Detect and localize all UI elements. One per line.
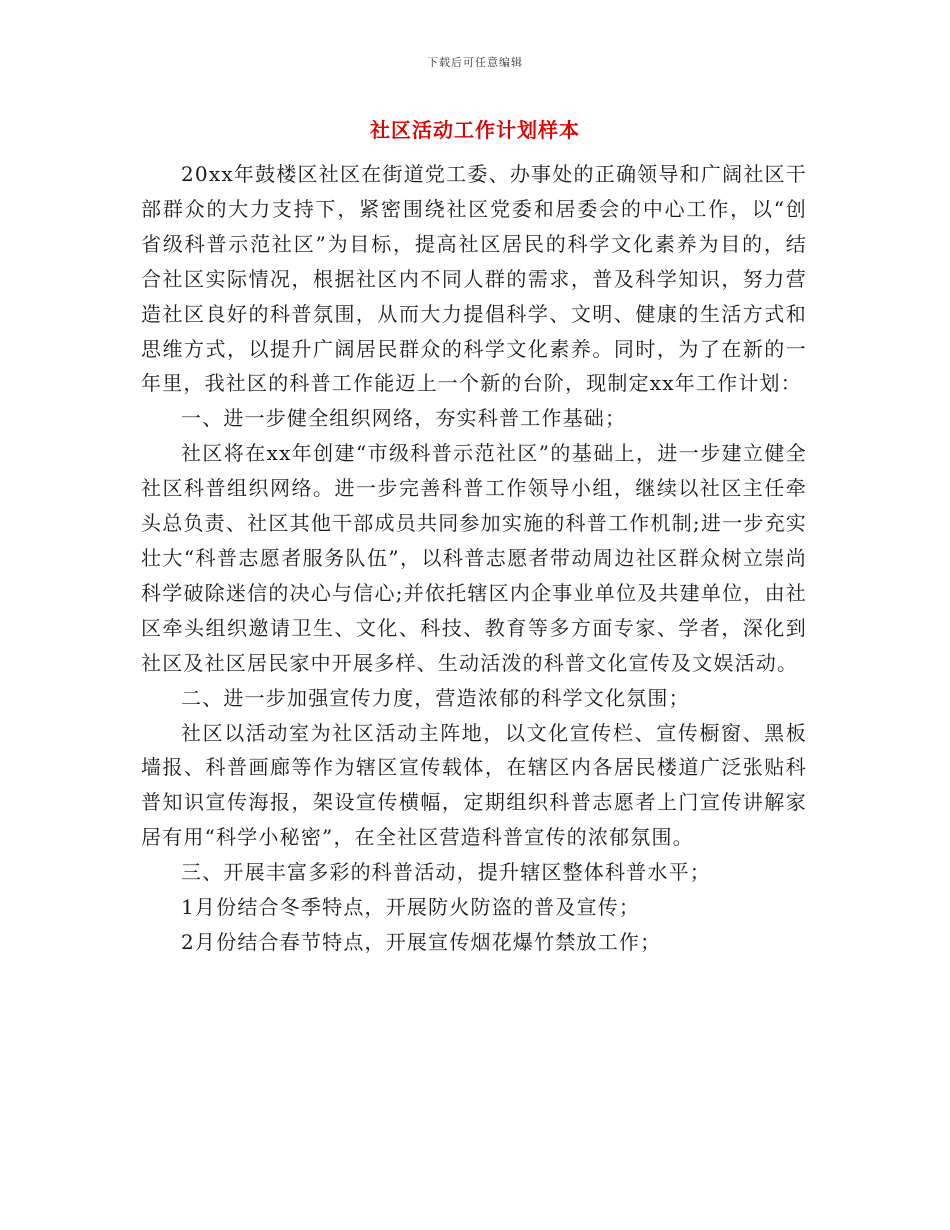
document-body <box>141 157 807 960</box>
section-heading-3: 三、开展丰富多彩的科普活动，提升辖区整体科普水平； <box>181 860 711 885</box>
list-item-february: 2月份结合春节特点，开展宣传烟花爆竹禁放工作； <box>181 929 662 954</box>
paragraph-section-1: 社区将在xx年创建“市级科普示范社区”的基础上，进一步建立健全社区科普组织网络。进一步完善科普工作领导小组，继续以社区主任牵头总负责、社区其他干部成员共同参加实施的科普工作机制;进一步充实壮大“科普志愿者服务队伍”，以科普志愿者带动周边社区群众树立崇尚科学破除迷信的决心与信心;并依托辖区内企事业单位及共建单位，由社区牵头组织邀请卫生、文化、科技、教育等多方面专家、学者，深化到社区及社区居民家中开展多样、生动活泼的科普文化宣传及文娱活动。 <box>141 441 807 675</box>
list-item-january: 1月份结合冬季特点，开展防火防盗的普及宣传； <box>181 895 641 920</box>
section-heading-2: 二、进一步加强宣传力度，营造浓郁的科学文化氛围； <box>181 685 690 710</box>
document-title: 社区活动工作计划样本 <box>370 118 580 142</box>
paragraph-intro: 20xx年鼓楼区社区在街道党工委、办事处的正确领导和广阔社区干部群众的大力支持下，紧密围绕社区党委和居委会的中心工作，以“创省级科普示范社区”为目标，提高社区居民的科学文化素养为目的，结合社区实际情况，根据社区内不同人群的需求，普及科学知识，努力营造社区良好的科普氛围，从而大力提倡科学、文明、健康的生活方式和思维方式，以提升广阔居民群众的科学文化素养。同时，为了在新的一年里，我社区的科普工作能迈上一个新的台阶，现制定xx年工作计划： <box>141 162 807 396</box>
section-heading-1: 一、进一步健全组织网络，夯实科普工作基础； <box>181 406 627 431</box>
header-note: 下载后可任意编辑 <box>427 56 523 69</box>
paragraph-section-2: 社区以活动室为社区活动主阵地，以文化宣传栏、宣传橱窗、黑板墙报、科普画廊等作为辖区宣传载体，在辖区内各居民楼道广泛张贴科普知识宣传海报，架设宣传横幅，定期组织科普志愿者上门宣传讲解家居有用“科学小秘密”，在全社区营造科普宣传的浓郁氛围。 <box>141 720 807 850</box>
